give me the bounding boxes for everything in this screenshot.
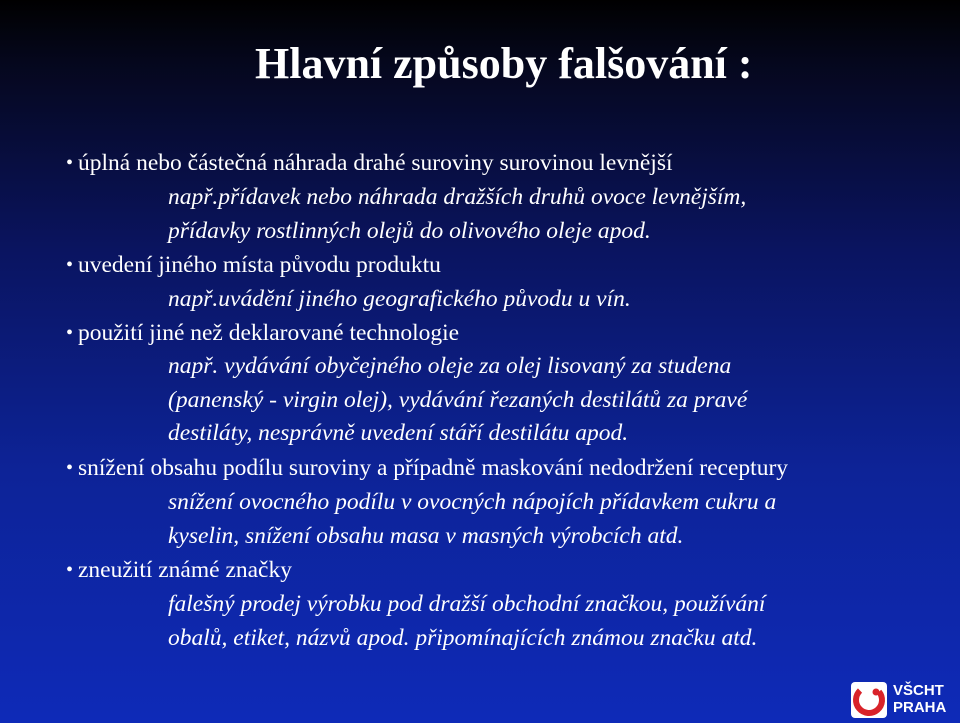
bullet-list bbox=[68, 146, 948, 655]
bullet-dot-icon: • bbox=[66, 152, 74, 174]
example-line: snížení ovocného podílu v ovocných nápojích přídavkem cukru a bbox=[168, 488, 777, 515]
bullet-text: úplná nebo částečná náhrada drahé suroviny surovinou levnější bbox=[78, 150, 673, 176]
logo-line-1: VŠCHT bbox=[893, 682, 944, 699]
bullet-text: snížení obsahu podílu suroviny a případně maskování nedodržení receptury bbox=[78, 454, 789, 481]
bullet-text: uvedení jiného místa původu produktu bbox=[78, 252, 441, 278]
vscht-logo bbox=[851, 680, 956, 720]
example-line: destiláty, nesprávně uvedení stáří destilátu apod. bbox=[168, 420, 629, 446]
slide-title: Hlavní způsoby falšování : bbox=[255, 39, 753, 88]
example-line: obalů, etiket, názvů apod. připomínajících známou značku atd. bbox=[168, 624, 758, 651]
example-line: kyselin, snížení obsahu masa v masných výrobcích atd. bbox=[168, 522, 684, 549]
example-line: např.přídavek nebo náhrada dražších druhů ovoce levnějším, bbox=[168, 184, 747, 210]
logo-text bbox=[893, 682, 946, 716]
bullet-text: použití jiné než deklarované technologie bbox=[78, 320, 460, 346]
example-line: falešný prodej výrobku pod dražší obchodní značkou, používání bbox=[168, 590, 766, 617]
bullet-item-brand-abuse bbox=[68, 553, 948, 587]
bullet-item-substitution bbox=[68, 146, 948, 180]
bullet-dot-icon: • bbox=[66, 456, 74, 479]
bullet-text: zneužití známé značky bbox=[78, 556, 292, 583]
example-line: např. vydávání obyčejného oleje za olej lisovaný za studena bbox=[168, 353, 732, 379]
bullet-dot-icon: • bbox=[66, 322, 74, 344]
example-line: např.uvádění jiného geografického původu u vín. bbox=[168, 286, 631, 312]
example-line: (panenský - virgin olej), vydávání řezaných destilátů za pravé bbox=[168, 386, 748, 413]
bullet-item-origin bbox=[68, 248, 948, 282]
bullet-item-technology bbox=[68, 316, 948, 350]
bullet-dot-icon: • bbox=[66, 254, 74, 276]
vscht-emblem-icon bbox=[851, 682, 887, 718]
bullet-item-content-reduction bbox=[68, 451, 948, 485]
bullet-dot-icon: • bbox=[66, 558, 74, 581]
logo-line-2: PRAHA bbox=[893, 699, 947, 716]
example-line: přídavky rostlinných olejů do olivového oleje apod. bbox=[168, 218, 651, 244]
